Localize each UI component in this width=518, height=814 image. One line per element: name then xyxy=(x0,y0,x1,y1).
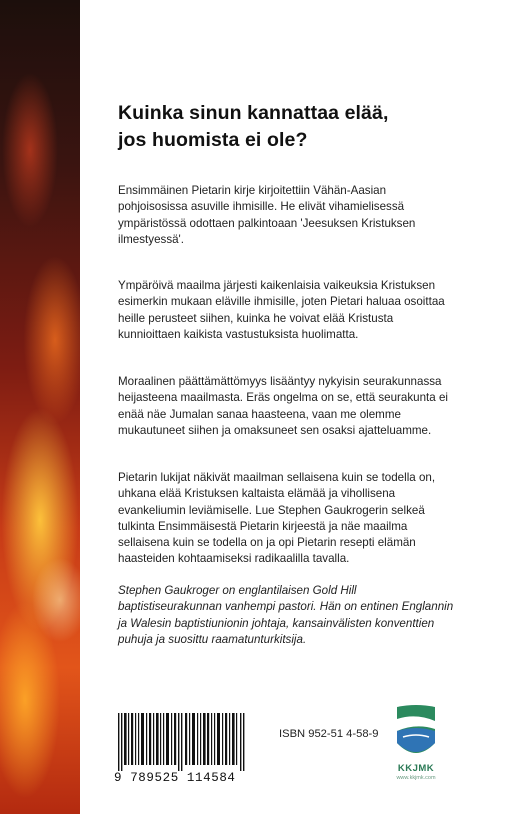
text-line: uhkana elää Kristuksen kaltaista elämää ja vihollisena xyxy=(118,487,396,501)
text-line: ja Walesin baptistiunionin johtaja, kansainvälisten konventtien xyxy=(118,616,435,630)
text-line: Ensimmäinen Pietarin kirje kirjoitettiin Vähän-Aasian xyxy=(118,184,387,197)
text-line: Stephen Gaukroger on englantilaisen Gold Hill xyxy=(118,584,357,597)
text-line: esimerkin mukaan eläville ihmisille, joten Pietari haluaa osoittaa xyxy=(118,295,445,309)
text-line: evankeliumin leviämiselle. Lue Stephen Gaukrogerin selkeä xyxy=(118,503,425,517)
text-line: ilmestyessä'. xyxy=(118,232,184,246)
text-line: Pietarin lukijat näkivät maailman sellaisena kuin se todella on, xyxy=(118,471,436,484)
text-line: sellaisena kuin se todella on ja opi Pietarin resepti elämän xyxy=(118,536,416,550)
paragraph-readers xyxy=(118,470,435,568)
title-line-2: jos huomista ei ole? xyxy=(118,129,308,151)
text-line: Moraalinen päättämättömyys lisääntyy nykyisin seurakunnassa xyxy=(118,375,442,388)
text-line: heille perusteet siihen, kuinka he voivat elää Kristusta xyxy=(118,311,394,325)
text-line: baptistiseurakunnan vanhempi pastori. Hän on entinen Englannin xyxy=(118,600,454,614)
title-line-1: Kuinka sinun kannattaa elää, xyxy=(118,102,389,124)
text-line: pohjoisosissa asuville ihmisille. He elivät vihamielisessä xyxy=(118,200,405,214)
isbn-number: ISBN 952-51 4-58-9 xyxy=(279,728,379,740)
ean-barcode-icon xyxy=(114,713,248,771)
text-line: enää näe Jumalan sanaa haasteena, vaan me olemme xyxy=(118,407,401,421)
text-line: kunnioittaen kaikista vastustuksista huolimatta. xyxy=(118,327,359,341)
paragraph-intro xyxy=(118,183,415,248)
publisher-logo-icon xyxy=(393,703,439,763)
back-cover-title xyxy=(118,100,503,154)
text-line: ympäristössä odottaen palkintoaan 'Jeesuksen Kristuksen xyxy=(118,216,416,230)
paragraph-moral xyxy=(118,374,448,439)
publisher-name: KKJMK xyxy=(397,763,435,774)
author-bio xyxy=(118,583,453,648)
text-line: puhuja ja suosittu raamatunturkitsija. xyxy=(118,632,307,646)
page-title xyxy=(118,100,503,154)
paragraph-world xyxy=(118,278,445,343)
text-line: mukautuneet siihen ja omaksuneet sen osaksi ajatteluamme. xyxy=(118,423,432,437)
barcode xyxy=(114,713,248,791)
text-line: tulkinta Ensimmäisestä Pietarin kirjeestä ja näe maailma xyxy=(118,519,408,533)
text-line: haasteiden kohtaamiseksi radikaalilla tavalla. xyxy=(118,552,350,566)
barcode-digits: 9 789525 114584 xyxy=(114,771,236,785)
publisher-subtitle: www.kkjmk.com xyxy=(396,775,436,781)
flame-glow xyxy=(0,0,80,814)
text-line: heijasteena maailmasta. Eräs ongelma on se, että seurakunta ei xyxy=(118,391,448,405)
text-line: Ympäröivä maailma järjesti kaikenlaisia vaikeuksia Kristuksen xyxy=(118,279,436,292)
